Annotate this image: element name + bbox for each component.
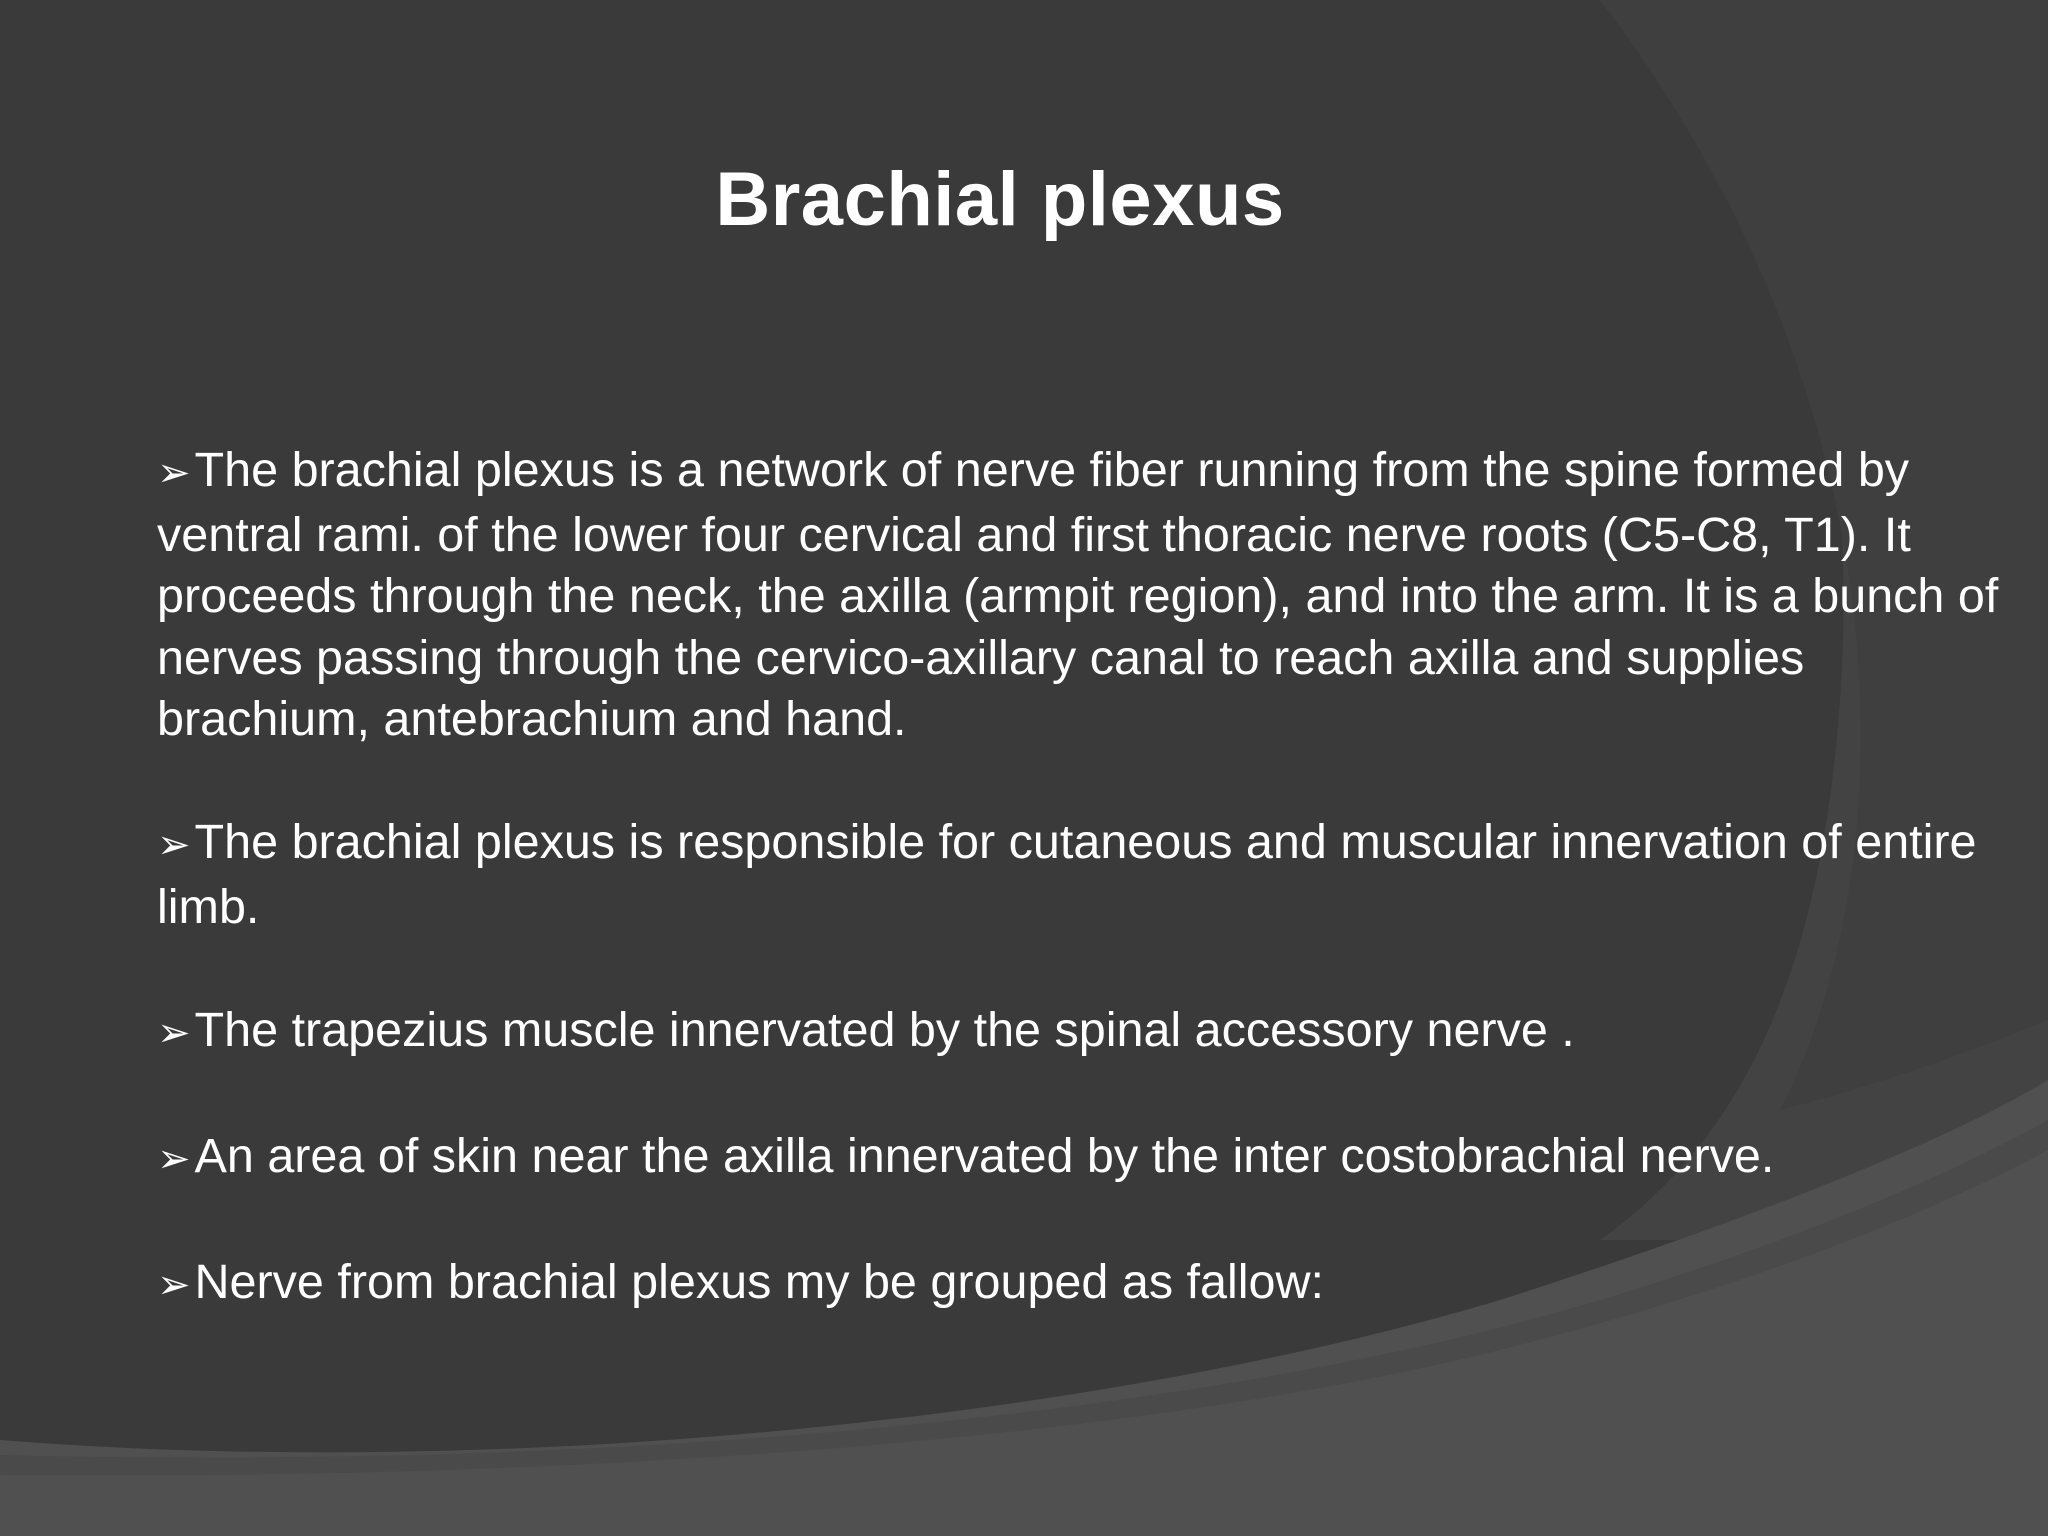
arrow-bullet-icon: ➢ bbox=[157, 450, 191, 496]
arrow-bullet-icon: ➢ bbox=[157, 822, 191, 868]
bullet-item-5 bbox=[157, 1252, 2017, 1317]
bullet-text: An area of skin near the axilla innervated by the inter costobrachial nerve. bbox=[194, 1128, 1775, 1183]
bullet-text: The brachial plexus is responsible for cutaneous and muscular innervation of entire limb. bbox=[157, 815, 1977, 934]
bullet-item-3 bbox=[157, 1000, 2017, 1065]
bullet-item-1 bbox=[157, 440, 2017, 751]
bullet-text: The brachial plexus is a network of nerve fiber running from the spine formed by ventral rami. of the lower four cervical and first thoracic nerve roots (C5-C8, T1). It proceeds through the neck, the axilla (armpit region), and into the arm. It is a bunch of nerves passing through the cervico-axillary canal to reach axilla and supplies brachium, antebrachium and hand. bbox=[157, 443, 1999, 746]
bullet-item-4 bbox=[157, 1126, 2017, 1191]
slide-title: Brachial plexus bbox=[715, 157, 1285, 242]
arrow-bullet-icon: ➢ bbox=[157, 1135, 191, 1182]
bullet-list bbox=[157, 440, 2017, 1378]
bullet-text: The trapezius muscle innervated by the spinal accessory nerve . bbox=[194, 1002, 1575, 1057]
bullet-item-2 bbox=[157, 812, 2017, 938]
arrow-bullet-icon: ➢ bbox=[157, 1009, 191, 1056]
arrow-bullet-icon: ➢ bbox=[157, 1261, 191, 1308]
bullet-text: Nerve from brachial plexus my be grouped as fallow: bbox=[194, 1254, 1325, 1309]
